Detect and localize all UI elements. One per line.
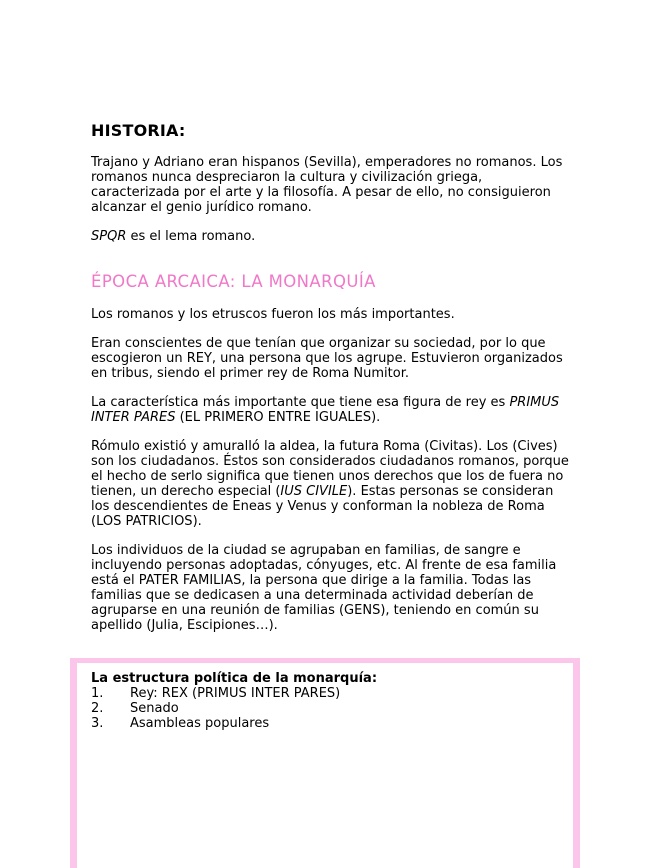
political-structure-title: La estructura política de la monarquía: [91,671,378,686]
spqr-term: SPQR [91,229,127,244]
list-item-text: Asambleas populares [130,716,270,731]
paragraph-historia-1: Trajano y Adriano eran hispanos (Sevilla), emperadores no romanos. Los romanos nunca despreciaron la cultura y civilización griega, caracterizada por el arte y la filosofía. A pesar de ello, no consiguieron alcanzar el genio jurídico romano. [91,155,563,215]
p3-text-b: (EL PRIMERO ENTRE IGUALES). [175,410,381,425]
list-item-number: 3. [91,716,104,731]
primus-inter-pares-term: PRIMUS INTER PARES [91,395,560,425]
paragraph-monarquia-2: Eran conscientes de que tenían que organizar su sociedad, por lo que escogieron un REY, una persona que los agrupe. Estuvieron organizados en tribus, siendo el primer rey de Roma Numitor. [91,336,563,381]
p4-text-a: Rómulo existió y amuralló la aldea, la futura Roma (Civitas). Los (Cives) son los ciudadanos. Éstos son considerados ciudadanos romanos, porque el hecho de serlo significa que tienen unos derechos que los de fuera no tienen, un derecho especial ( [91,439,569,499]
list-item [91,701,377,716]
paragraph-monarquia-4 [91,439,571,529]
list-item-number: 2. [91,701,104,716]
p3-text-a: La característica más importante que tiene esa figura de rey es [91,395,510,410]
heading-historia: HISTORIA: [91,121,186,140]
list-item-text: Senado [130,701,179,716]
ius-civile-term: IUS CIVILE [280,484,348,499]
p4-text-b: ). Estas personas se consideran los descendientes de Eneas y Venus y conforman la nobleza de Roma (LOS PATRICIOS). [91,484,554,529]
list-item [91,686,377,701]
political-structure-content [91,671,377,731]
political-structure-box [70,658,580,868]
document-body [91,122,571,633]
paragraph-monarquia-5: Los individuos de la ciudad se agrupaban en familias, de sangre e incluyendo personas adoptadas, cónyuges, etc. Al frente de esa familia está el PATER FAMILIAS, la persona que dirige a la familia. Todas las familias que se dedicasen a una determinada actividad deberían de agruparse en una reunión de familias (GENS), teniendo en común su apellido (Julia, Escipiones…). [91,543,557,633]
paragraph-monarquia-3 [91,395,571,425]
paragraph-spqr [91,229,571,244]
spqr-text: es el lema romano. [126,229,256,244]
heading-monarquia: ÉPOCA ARCAICA: LA MONARQUÍA [91,272,376,291]
list-item [91,716,377,731]
list-item-text: Rey: REX (PRIMUS INTER PARES) [130,686,341,701]
list-item-number: 1. [91,686,104,701]
paragraph-monarquia-1: Los romanos y los etruscos fueron los más importantes. [91,307,455,322]
